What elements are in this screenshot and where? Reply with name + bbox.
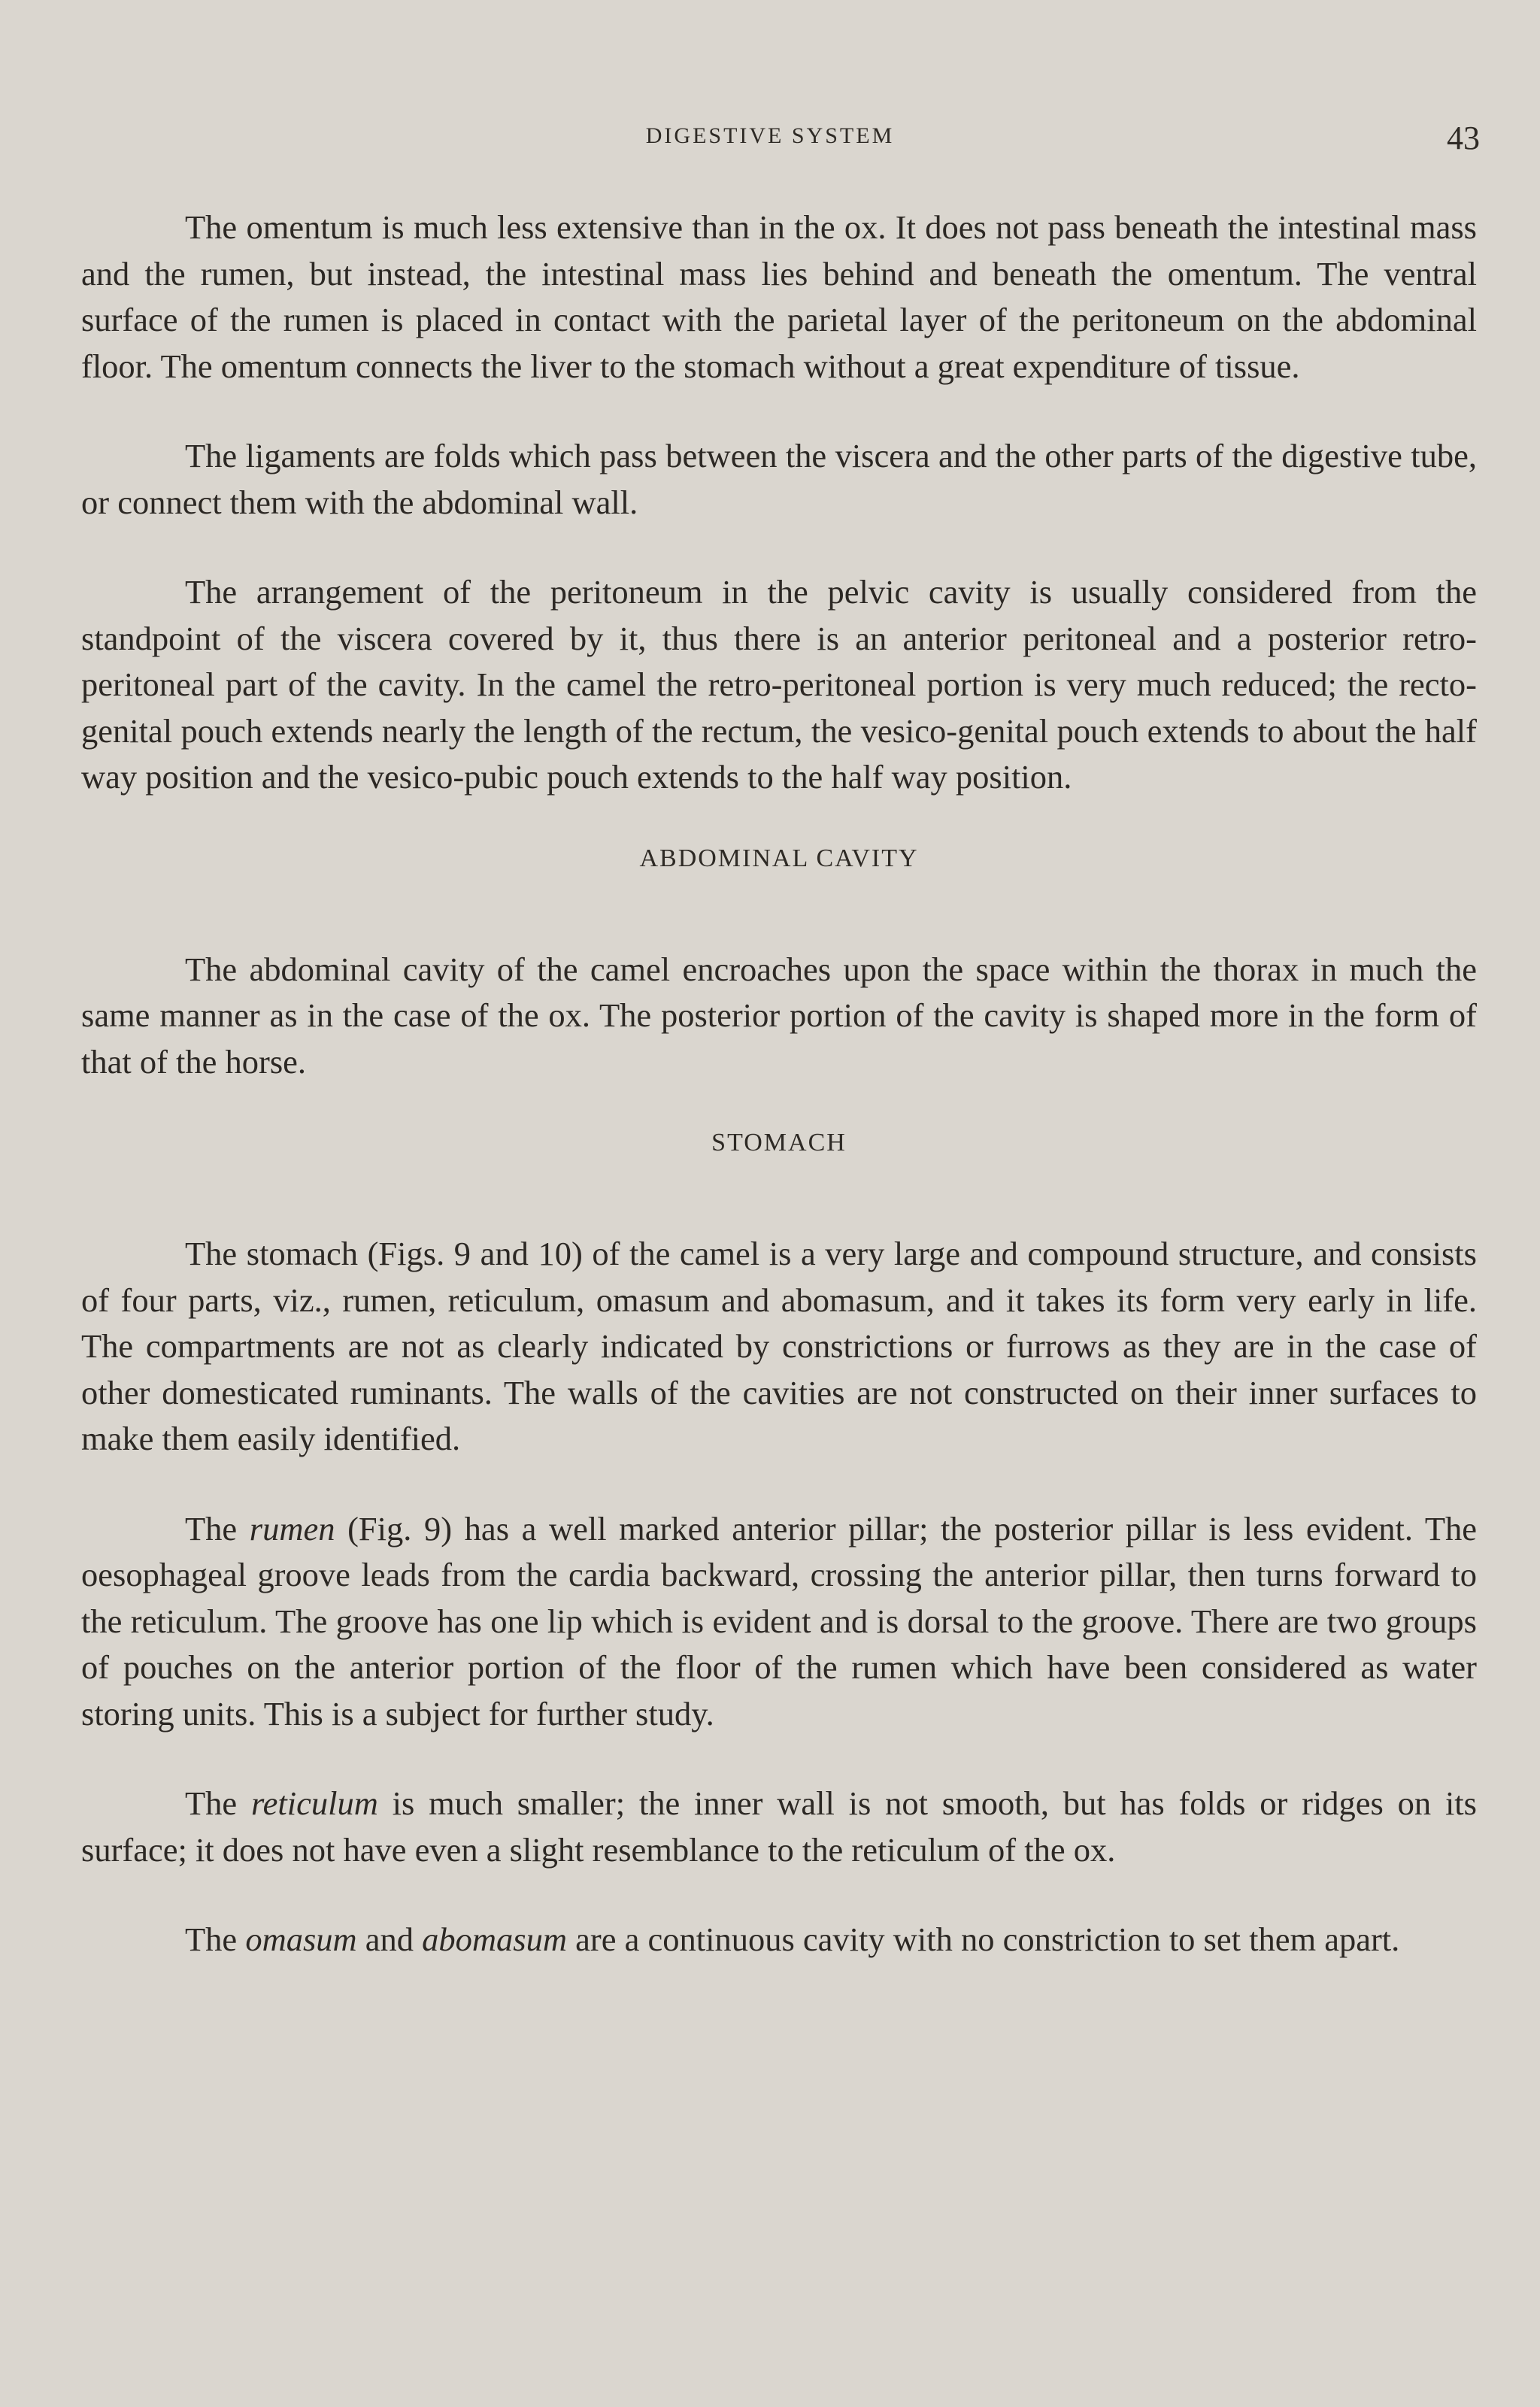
heading-stomach: STOMACH (711, 1129, 847, 1157)
term-rumen: rumen (249, 1509, 335, 1548)
paragraph-omentum: The omentum is much less extensive than in the ox. It does not pass beneath the intestinal mass and the rumen, but instead, the intestinal mass lies behind and beneath the omentum. The ventral surface of the rumen is placed in contact with the parietal layer of the peritoneum on the abdominal floor. The omentum connects the liver to the stomach without a great expenditure of tissue. (81, 208, 1477, 385)
paragraph-abdominal-cavity: The abdominal cavity of the camel encroaches upon the space within the thorax in much the same manner as in the case of the ox. The posterior portion of the cavity is shaped more in the form of that of the horse. (81, 950, 1477, 1081)
paragraph-reticulum (81, 1781, 1477, 1873)
term-reticulum: reticulum (250, 1784, 378, 1822)
paragraph-stomach: The stomach (Figs. 9 and 10) of the camel is a very large and compound structure, and consists of four parts, viz., rumen, reticulum, omasum and abomasum, and it takes its form very early in life. The compartments are not as clearly indicated by constrictions or furrows as they are in the case of other domesticated ruminants. The walls of the cavities are not constructed on their inner surfaces to make them easily identified. (81, 1235, 1477, 1457)
omasum-mid: and (356, 1920, 423, 1958)
paragraph-omasum-abomasum (81, 1917, 1477, 1963)
term-omasum: omasum (245, 1920, 357, 1958)
rumen-text: (Fig. 9) has a well marked anterior pillar; the posterior pillar is less evident. The oesophageal groove leads from the cardia backward, crossing the anterior pillar, then turns forward to the reticulum. The groove has one lip which is evident and is dorsal to the groove. There are two groups of pouches on the anterior portion of the floor of the rumen which have been considered as water storing units. This is a subject for further study. (81, 1509, 1478, 1732)
reticulum-text: is much smaller; the inner wall is not smooth, but has folds or ridges on its surface; it does not have even a slight resemblance to the reticulum of the ox. (81, 1784, 1477, 1869)
omasum-text: are a continuous cavity with no constriction to set them apart. (567, 1920, 1400, 1958)
term-abomasum: abomasum (422, 1920, 568, 1958)
paragraph-rumen (81, 1506, 1477, 1738)
running-head: DIGESTIVE SYSTEM (645, 123, 895, 148)
rumen-lead: The (185, 1509, 250, 1548)
page-number: 43 (1447, 120, 1480, 156)
heading-abdominal-cavity: ABDOMINAL CAVITY (639, 844, 919, 872)
page-body (81, 205, 1477, 2007)
paragraph-pelvic-peritoneum: The arrangement of the peritoneum in the pelvic cavity is usually considered from the standpoint of the viscera covered by it, thus there is an anterior peritoneal and a posterior retro-peritoneal part of the cavity. In the camel the retro-peritoneal portion is very much reduced; the recto-genital pouch extends nearly the length of the rectum, the vesico-genital pouch extends to about the half way position and the vesico-pubic pouch extends to the half way position. (81, 573, 1477, 796)
paragraph-ligaments: The ligaments are folds which pass between the viscera and the other parts of the digestive tube, or connect them with the abdominal wall. (81, 437, 1477, 521)
reticulum-lead: The (185, 1784, 251, 1822)
page-header (0, 119, 1540, 156)
omasum-lead: The (185, 1920, 246, 1958)
